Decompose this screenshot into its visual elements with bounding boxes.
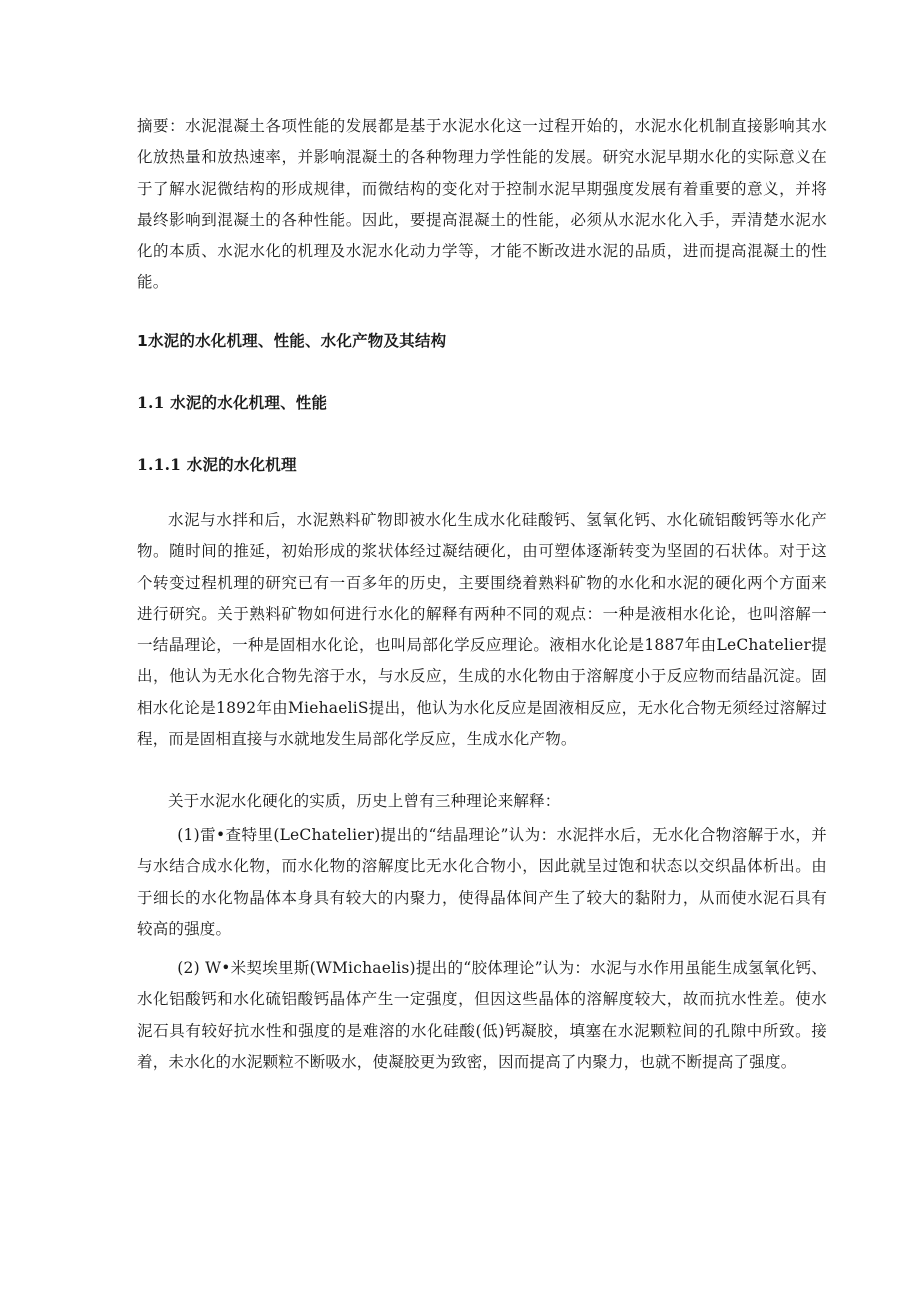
body-paragraph-crystallization-theory: (1)雷•查特里(LeChatelier)提出的“结晶理论”认为：水泥拌水后，无水化合物溶解于水，并与水结合成水化物，而水化物的溶解度比无水化合物小，因此就呈过饱和状态以交织晶体析出。由于细长的水化物晶体本身具有较大的内聚力，使得晶体间产生了较大的黏附力，从而使水泥石具有较高的强度。: [137, 826, 827, 938]
abstract-paragraph: 摘要：水泥混凝土各项性能的发展都是基于水泥水化这一过程开始的，水泥水化机制直接影响其水化放热量和放热速率，并影响混凝土的各种物理力学性能的发展。研究水泥早期水化的实际意义在于了解水泥微结构的形成规律，而微结构的变化对于控制水泥早期强度发展有着重要的意义，并将最终影响到混凝土的各种性能。因此，要提高混凝土的性能，必须从水泥水化入手，弄清楚水泥水化的本质、水泥水化的机理及水泥水化动力学等，才能不断改进水泥的品质，进而提高混凝土的性能。: [137, 117, 827, 292]
body-paragraph-colloid-theory: (2) W•米契埃里斯(WMichaelis)提出的“胶体理论”认为：水泥与水作用虽能生成氢氧化钙、水化铝酸钙和水化硫铝酸钙晶体产生一定强度，但因这些晶体的溶解度较大，故而抗水性差。使水泥石具有较好抗水性和强度的是难溶的水化硅酸(低)钙凝胶，填塞在水泥颗粒间的孔隙中所致。接着，未水化的水泥颗粒不断吸水，使凝胶更为致密，因而提高了内聚力，也就不断提高了强度。: [137, 959, 827, 1071]
body-paragraph-three-theories-intro: 关于水泥水化硬化的实质，历史上曾有三种理论来解释：: [168, 792, 561, 810]
section-1-1-heading: 1.1 水泥的水化机理、性能: [137, 393, 328, 412]
section-1-heading: 1水泥的水化机理、性能、水化产物及其结构: [137, 332, 447, 350]
section-1-1-1-heading: 1.1.1 水泥的水化机理: [137, 455, 297, 474]
body-paragraph-hydration-theories: 水泥与水拌和后，水泥熟料矿物即被水化生成水化硅酸钙、氢氧化钙、水化硫铝酸钙等水化产物。随时间的推延，初始形成的浆状体经过凝结硬化，由可塑体逐渐转变为坚固的石状体。对于这个转变过程机理的研究已有一百多年的历史，主要围绕着熟料矿物的水化和水泥的硬化两个方面来进行研究。关于熟料矿物如何进行水化的解释有两种不同的观点：一种是液相水化论，也叫溶解一一结晶理论，一种是固相水化论，也叫局部化学反应理论。液相水化论是1887年由LeChatelier提出，他认为无水化合物先溶于水，与水反应，生成的水化物由于溶解度小于反应物而结晶沉淀。固相水化论是1892年由MiehaeliS提出，他认为水化反应是固液相反应，无水化合物无须经过溶解过程，而是固相直接与水就地发生局部化学反应，生成水化产物。: [137, 511, 827, 749]
